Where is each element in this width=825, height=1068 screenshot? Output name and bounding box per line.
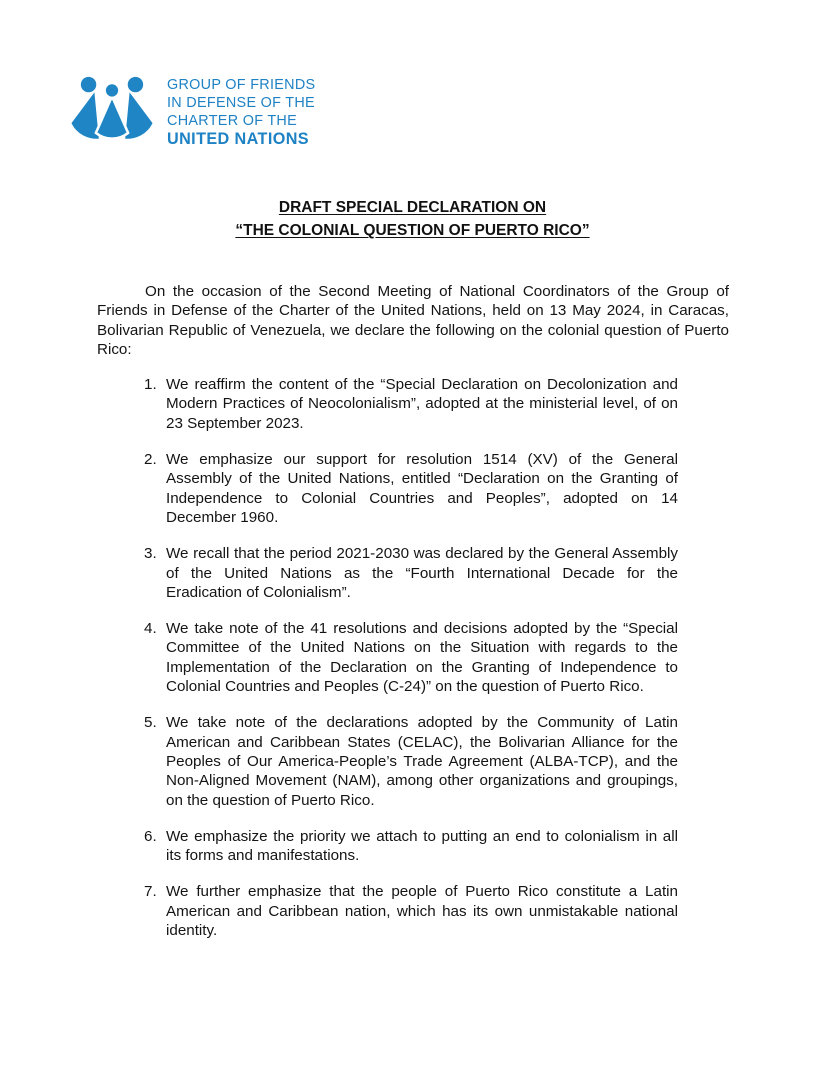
three-people-icon	[70, 74, 154, 143]
list-item	[144, 713, 678, 809]
list-item	[144, 619, 678, 696]
document-title	[0, 196, 825, 242]
intro-paragraph: On the occasion of the Second Meeting of National Coordinators of the Group of Friends in Defense of the Charter of the United Nations, held on 13 May 2024, in Caracas, Bolivarian Republic of Venezuela, we declare the following on the colonial question of Puerto Rico:	[97, 283, 729, 358]
item-text: We recall that the period 2021-2030 was declared by the General Assembly of the United Nations as the “Fourth International Decade for the Eradication of Colonialism”.	[166, 545, 678, 601]
logo-text-line: IN DEFENSE OF THE	[167, 95, 315, 111]
item-text: We reaffirm the content of the “Special Declaration on Decolonization and Modern Practices of Neocolonialism”, adopted at the ministerial level, of on 23 September 2023.	[166, 376, 678, 432]
list-item	[144, 827, 678, 866]
org-logo	[70, 74, 825, 154]
item-text: We emphasize our support for resolution 1514 (XV) of the General Assembly of the United Nations, entitled “Declaration on the Granting of Independence to Colonial Countries and Peoples”, adopted on 14 December 1960.	[166, 451, 678, 526]
title-line-2: “THE COLONIAL QUESTION OF PUERTO RICO”	[235, 222, 590, 239]
item-text: We take note of the declarations adopted by the Community of Latin American and Caribbean States (CELAC), the Bolivarian Alliance for the Peoples of Our America-People’s Trade Agreement (ALBA-TCP), and the Non-Aligned Movement (NAM), among other organizations and groupings, on the question of Puerto Rico.	[166, 714, 678, 809]
list-item	[144, 882, 678, 940]
item-number: 3.	[144, 545, 157, 563]
title-line-1: DRAFT SPECIAL DECLARATION ON	[278, 199, 547, 216]
list-item	[144, 375, 678, 433]
item-text: We take note of the 41 resolutions and decisions adopted by the “Special Committee of the United Nations on the Situation with regards to the Implementation of the Declaration on the Granting of Independence to Colonial Countries and Peoples (C-24)” on the question of Puerto Rico.	[166, 620, 678, 696]
logo-text-line: CHARTER OF THE	[167, 113, 297, 129]
item-text: We emphasize the priority we attach to putting an end to colonialism in all its forms and manifestations.	[166, 827, 678, 865]
list-item	[144, 544, 678, 602]
item-number: 1.	[144, 376, 157, 394]
item-number: 7.	[144, 883, 157, 901]
item-number: 4.	[144, 620, 157, 638]
declaration-list	[0, 375, 825, 940]
list-item	[144, 450, 678, 527]
logo-text	[167, 76, 315, 148]
item-text: We further emphasize that the people of Puerto Rico constitute a Latin American and Caribbean nation, which has its own unmistakable national identity.	[166, 883, 678, 940]
item-number: 2.	[144, 451, 157, 469]
item-number: 5.	[144, 714, 157, 732]
logo-text-line: GROUP OF FRIENDS	[167, 77, 316, 93]
logo-text-line-bold: UNITED NATIONS	[167, 130, 309, 148]
item-number: 6.	[144, 827, 157, 845]
